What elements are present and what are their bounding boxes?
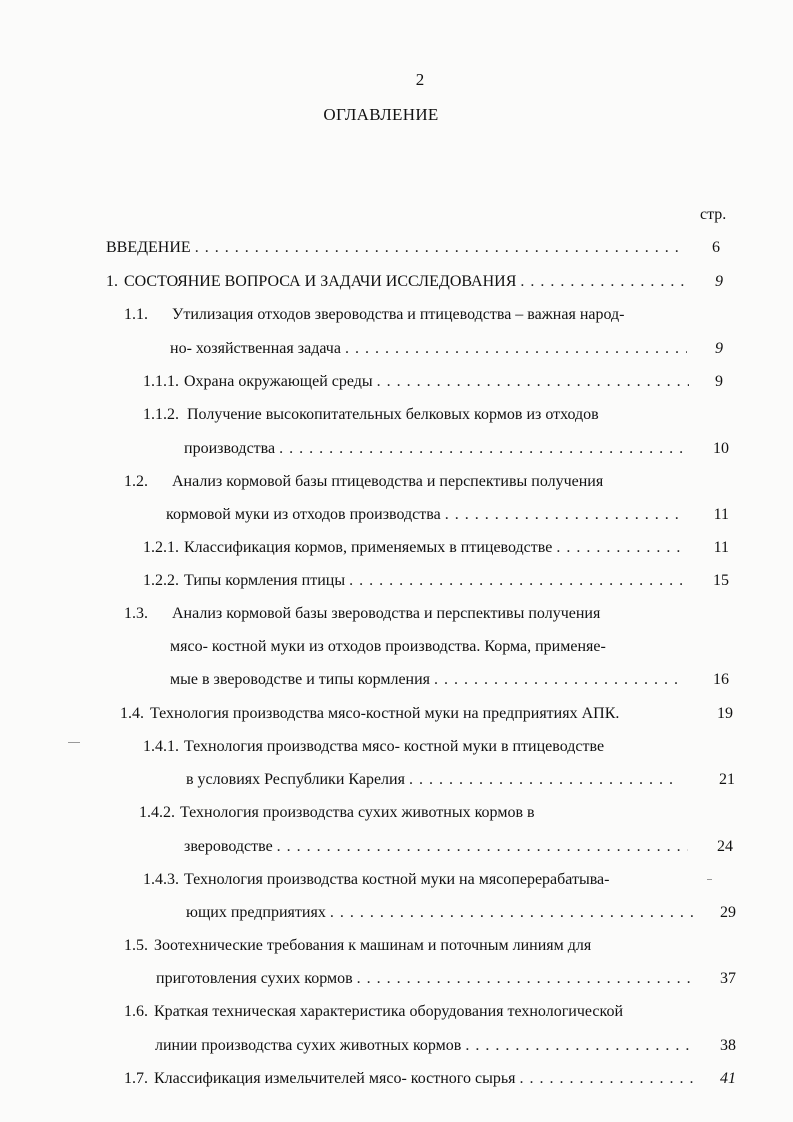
leader-dots (345, 340, 687, 358)
toc-entry-number: 1.4.3. (143, 871, 179, 888)
toc-entry-text: Получение высокопитательных белковых кормов из отходов (187, 406, 599, 423)
toc-entry-number: 1.4.1. (143, 738, 179, 755)
leader-dots (465, 1037, 694, 1055)
toc-entry-1-4-2-line1[interactable] (139, 804, 535, 822)
toc-entry-text: звероводстве (184, 838, 273, 855)
toc-entry-1-4-2-line2[interactable] (184, 838, 694, 856)
leader-dots (330, 904, 693, 922)
toc-entry-1-4-1-line1[interactable] (143, 738, 604, 756)
toc-entry-1-4-3-line1[interactable] (143, 871, 609, 889)
leader-dots (377, 373, 689, 391)
toc-entry-number: 1.5. (124, 937, 148, 954)
toc-entry-page: 9 (715, 340, 723, 357)
toc-entry-1-1-line1[interactable] (124, 306, 625, 324)
toc-entry-text: ВВЕДЕНИЕ (106, 239, 191, 256)
toc-entry-number: 1.2.2. (143, 572, 179, 589)
toc-entry-text: линии производства сухих животных кормов (155, 1037, 462, 1054)
toc-entry-page: 21 (719, 771, 735, 788)
toc-entry-number: 1.2.1. (143, 539, 179, 556)
toc-entry-number: 1.4.2. (139, 804, 175, 821)
scan-speck (68, 742, 80, 743)
toc-entry-text: Технология производства сухих животных кормов в (180, 804, 535, 821)
toc-entry-page: 6 (712, 239, 720, 256)
toc-entry-text: Анализ кормовой базы птицеводства и перспективы получения (172, 473, 604, 490)
toc-entry-text: кормовой муки из отходов производства (166, 506, 441, 523)
toc-entry-text: но- хозяйственная задача (170, 340, 341, 357)
toc-entry-number: 1. (106, 273, 118, 290)
toc-entry-1-7[interactable] (124, 1070, 700, 1088)
toc-entry-text: Технология производства мясо- костной муки в птицеводстве (184, 738, 605, 755)
toc-entry-number: 1.1.2. (143, 406, 179, 423)
toc-entry-text: Утилизация отходов звероводства и птицеводства – важная народ- (172, 306, 625, 323)
toc-entry-1-1-1[interactable] (143, 373, 695, 391)
toc-entry-1-5-line2[interactable] (156, 970, 698, 988)
toc-entry-text: ющих предприятиях (186, 904, 326, 921)
toc-entry-page: 9 (715, 273, 723, 290)
leader-dots (279, 440, 687, 458)
toc-entry-page: 16 (713, 671, 729, 688)
toc-entry-text: в условиях Республики Карелия (186, 771, 405, 788)
toc-entry-page: 24 (717, 838, 733, 855)
toc-entry-page: 38 (720, 1037, 736, 1054)
leader-dots (409, 771, 680, 789)
leader-dots (556, 539, 682, 557)
toc-entry-1-6-line2[interactable] (155, 1037, 700, 1055)
toc-entry-1-1-2-line1[interactable] (143, 406, 599, 424)
toc-entry-number: 1.6. (124, 1003, 148, 1020)
page-number: 2 (415, 70, 425, 89)
toc-entry-page: 11 (713, 506, 729, 523)
toc-entry-text: мые в звероводстве и типы кормления (170, 671, 431, 688)
toc-entry-text: Типы кормления птицы (184, 572, 346, 589)
leader-dots (434, 671, 682, 689)
toc-entry-text: Технология производства костной муки на мясоперерабатыва- (184, 871, 610, 888)
toc-entry-1-1-line2[interactable] (170, 340, 693, 358)
toc-entry-text: Классификация кормов, применяемых в птицеводстве (184, 539, 553, 556)
toc-entry-text: Классификация измельчителей мясо- костного сырья (154, 1070, 516, 1087)
leader-dots (519, 1070, 694, 1088)
toc-entry-1-3-line2[interactable] (170, 638, 606, 656)
toc-entry-1-2-line1[interactable] (124, 473, 603, 491)
toc-entry-text: Зоотехнические требования к машинам и поточным линиям для (154, 937, 592, 954)
toc-entry-page: 9 (715, 373, 723, 390)
toc-entry-1-2-line2[interactable] (166, 506, 687, 524)
leader-dots (357, 970, 692, 988)
toc-entry-text: мясо- костной муки из отходов производства. Корма, применяе- (170, 638, 606, 655)
leader-dots (445, 506, 681, 524)
toc-entry-text: Охрана окружающей среды (184, 373, 373, 390)
toc-entry-1-1-2-line2[interactable] (184, 440, 693, 458)
toc-entry-1-2-2[interactable] (143, 572, 688, 590)
toc-entry-text: производства (184, 440, 276, 457)
toc-entry-text: Анализ кормовой базы звероводства и перспективы получения (172, 605, 601, 622)
toc-entry-number: 1.3. (124, 605, 148, 622)
toc-entry-chapter-1[interactable] (106, 273, 691, 291)
toc-entry-text: Краткая техническая характеристика оборудования технологической (154, 1003, 623, 1020)
page-column-header: стр. (700, 206, 727, 223)
toc-entry-1-3-line1[interactable] (124, 605, 600, 623)
toc-entry-page: 10 (713, 440, 729, 457)
toc-entry-text: СОСТОЯНИЕ ВОПРОСА И ЗАДАЧИ ИССЛЕДОВАНИЯ (124, 273, 517, 290)
toc-entry-1-4-3-line2[interactable] (186, 904, 699, 922)
toc-entry-1-5-line1[interactable] (124, 937, 591, 955)
leader-dots (195, 239, 685, 257)
toc-entry-1-4[interactable] (120, 705, 619, 723)
toc-entry-number: 1.7. (124, 1070, 148, 1087)
page-title: ОГЛАВЛЕНИЕ (323, 105, 439, 124)
toc-entry-page: 29 (720, 904, 736, 921)
toc-entry-number: 1.2. (124, 473, 148, 490)
toc-entry-number: 1.1. (124, 306, 148, 323)
toc-entry-number: 1.4. (120, 705, 144, 722)
leader-dots (277, 838, 688, 856)
scan-speck (707, 879, 712, 880)
toc-entry-1-3-line3[interactable] (170, 671, 688, 689)
toc-entry-text: приготовления сухих кормов (156, 970, 353, 987)
toc-entry-text: Технология производства мясо-костной муки на предприятиях АПК. (150, 705, 620, 722)
leader-dots (349, 572, 682, 590)
toc-entry-page: 15 (713, 572, 729, 589)
toc-entry-introduction[interactable] (106, 239, 691, 257)
toc-entry-page: 41 (720, 1070, 736, 1087)
toc-entry-page: 11 (713, 539, 729, 556)
toc-entry-page: 37 (720, 970, 736, 987)
toc-entry-1-2-1[interactable] (143, 539, 688, 557)
leader-dots (520, 273, 685, 291)
toc-entry-number: 1.1.1. (143, 373, 179, 390)
toc-entry-1-6-line1[interactable] (124, 1003, 623, 1021)
toc-entry-1-4-1-line2[interactable] (186, 771, 686, 789)
toc-entry-page: 19 (717, 705, 733, 722)
